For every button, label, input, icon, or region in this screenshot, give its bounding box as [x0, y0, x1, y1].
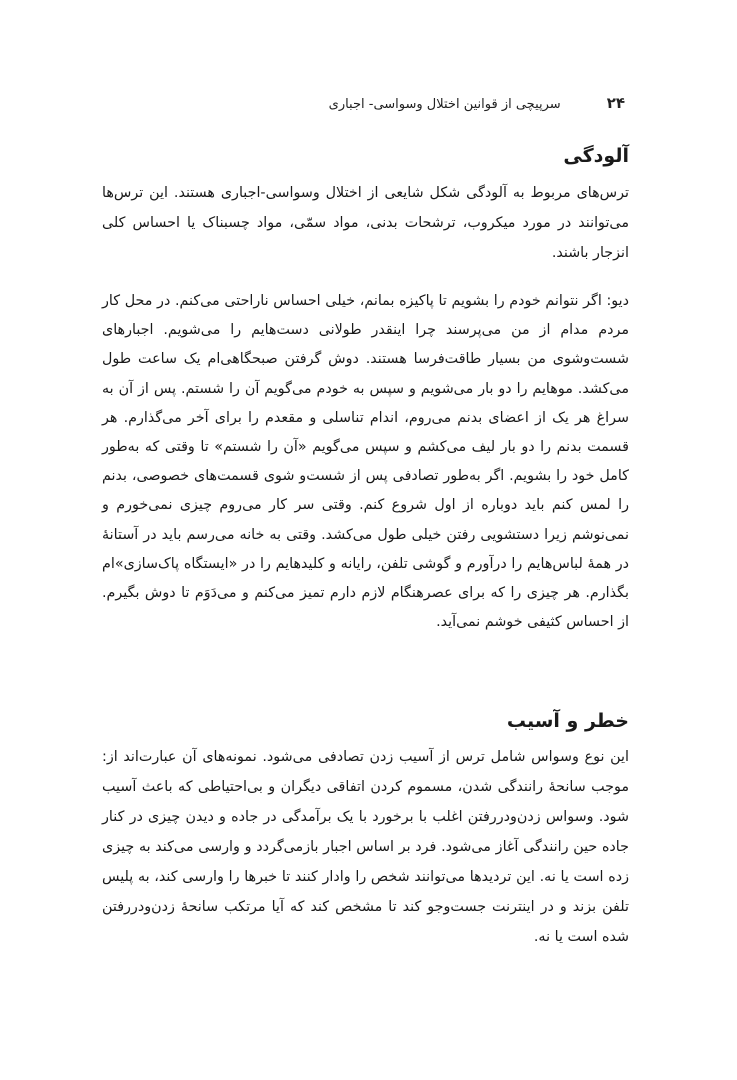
- paragraph-danger-harm: این نوع وسواس شامل ترس از آسیب زدن تصادفی می‌شود. نمونه‌های آن عبارت‌اند از: موجب سانحهٔ رانندگی شدن، مسموم کردن اتفاقی دیگران و بی‌احتیاطی که باعث آسیب شود. وسواس زدن‌ودررفتن اغلب با برخورد با یک برآمدگی در جاده و دیدن چیزی در کنار جاده حین رانندگی آغاز می‌شود. فرد بر اساس اجبار بازمی‌گردد و وارسی می‌کند به چیزی زده است یا نه. این تردیدها می‌توانند شخص را وادار کنند تا خبرها را وارسی کند، به پلیس تلفن بزند و در اینترنت جست‌وجو کند تا مشخص کند که آیا مرتکب سانحهٔ زدن‌ودررفتن شده است یا نه.: [102, 749, 629, 945]
- page-number: ۲۴: [606, 94, 625, 112]
- running-head: [100, 94, 625, 116]
- running-title: سرپیچی از قوانین اختلال وسواسی- اجباری: [328, 97, 561, 112]
- intro-paragraph-contamination: ترس‌های مربوط به آلودگی شکل شایعی از اختلال وسواسی-اجباری هستند. این ترس‌ها می‌توانند در مورد میکروب، ترشحات بدنی، مواد سمّی، مواد چسبناک یا احساس کلی انزجار باشند.: [102, 185, 629, 261]
- section-title-contamination: آلودگی: [563, 145, 629, 167]
- case-quote-paragraph: دیو: اگر نتوانم خودم را بشویم تا پاکیزه بمانم، خیلی احساس ناراحتی می‌کنم. در محل کار مردم مدام از من می‌پرسند چرا اینقدر طولانی دست‌هایم را می‌شویم. اجبارهای شست‌وشوی من بسیار طاقت‌فرسا هستند. دوش گرفتن صبحگاهی‌ام یک ساعت طول می‌کشد. موهایم را دو بار می‌شویم و سپس به خودم می‌گویم آن را شستم. پس از آن به سراغ هر یک از اعضای بدنم می‌روم، اندام تناسلی و مقعدم را برای آخر می‌گذارم. هر قسمت بدنم را دو بار لیف می‌کشم و سپس می‌گویم «آن را شستم» تا وقتی که به‌طور کامل خود را بشویم. اگر به‌طور تصادفی پس از شست‌و شوی قسمت‌های خصوصی، بدنم را لمس کنم باید دوباره از اول شروع کنم. وقتی سر کار می‌روم چیزی نمی‌خورم و نمی‌نوشم زیرا دستشویی رفتن خیلی طول می‌کشد. وقتی به خانه می‌رسم باید در آستانهٔ در همهٔ لباس‌هایم را درآورم و گوشی تلفن، رایانه و کلیدهایم را در «ایستگاه پاک‌سازی»ام بگذارم. هر چیزی را که برای عصرهنگام لازم دارم تمیز می‌کنم و می‌دَوَم تا دوش بگیرم. از احساس کثیفی خوشم نمی‌آید.: [102, 293, 629, 631]
- section-title-danger-harm: خطر و آسیب: [506, 710, 629, 732]
